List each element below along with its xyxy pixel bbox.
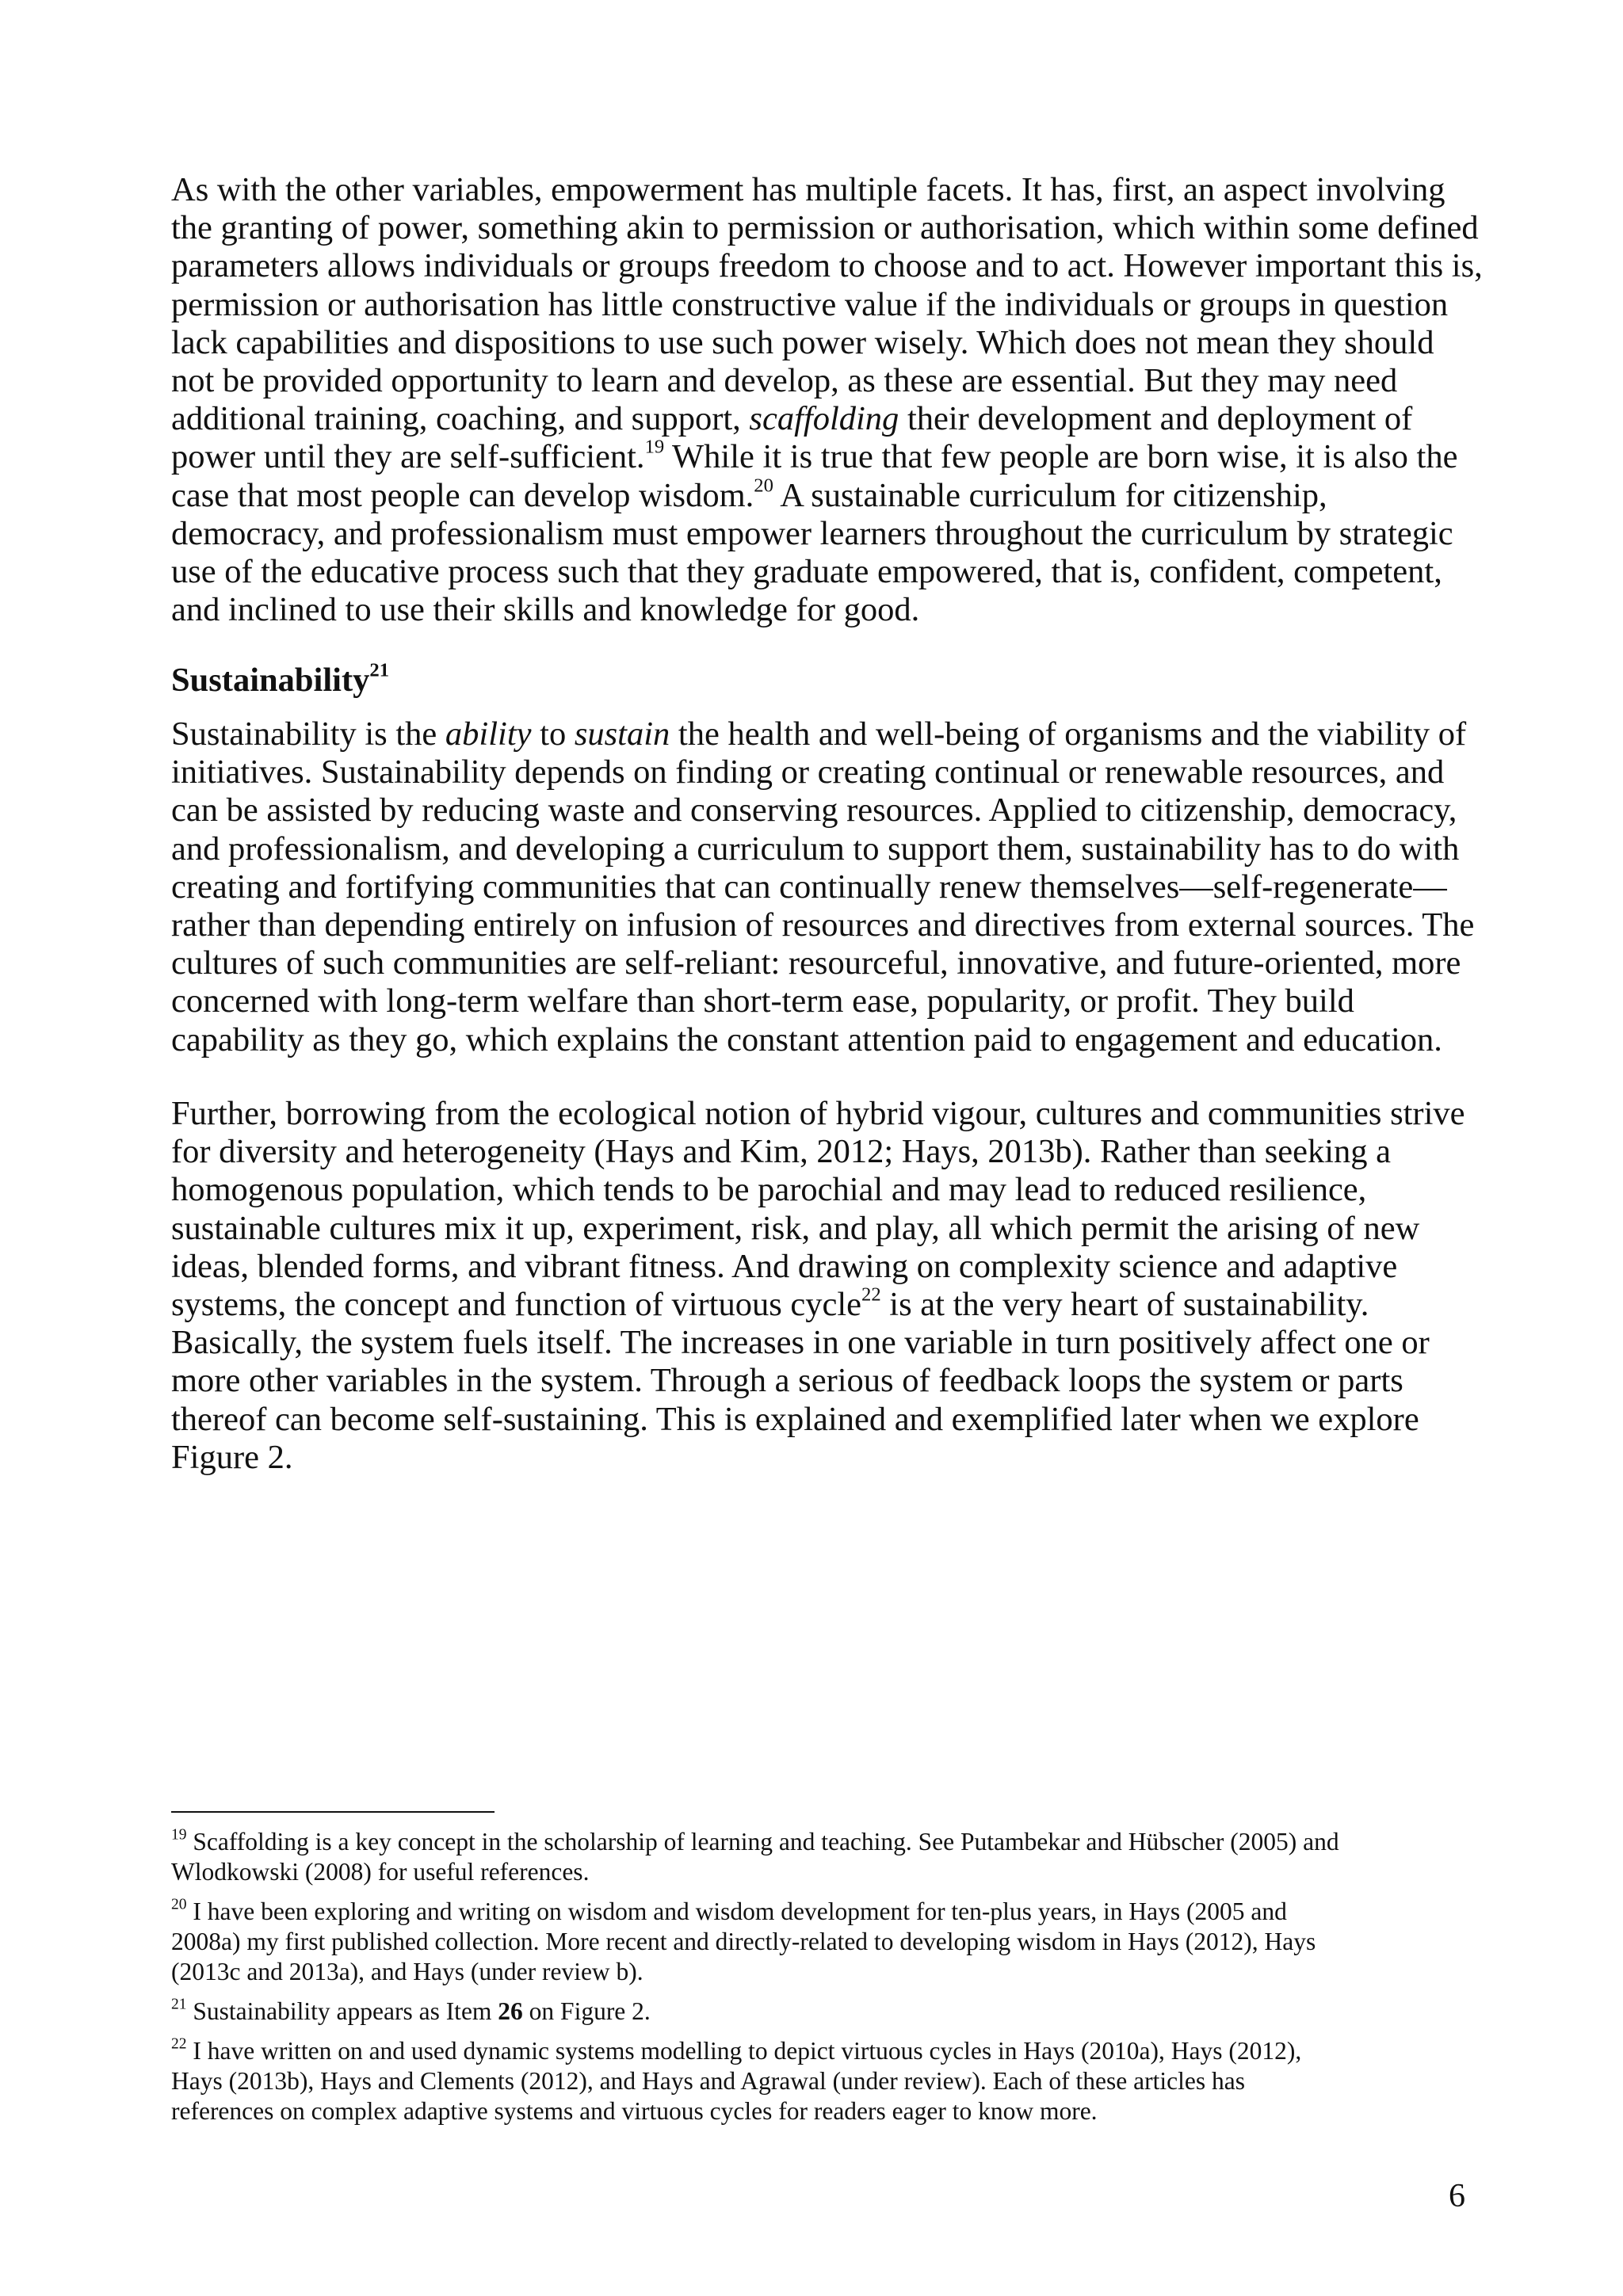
paragraph-sustainability-definition: [171, 715, 1475, 1059]
footnote-line: [171, 1997, 1471, 2027]
text-line: for diversity and heterogeneity (Hays and Kim, 2012; Hays, 2013b). Rather than seeking a: [171, 1133, 1392, 1171]
text-line: not be provided opportunity to learn and develop, as these are essential. But they may need: [171, 362, 1398, 400]
paragraph-empowerment: [171, 171, 1483, 629]
text-line: As with the other variables, empowerment has multiple facets. It has, first, an aspect involving: [171, 171, 1445, 208]
footnote-line: references on complex adaptive systems and virtuous cycles for readers eager to know more.: [171, 2097, 1098, 2125]
text-line: permission or authorisation has little constructive value if the individuals or groups in question: [171, 285, 1449, 323]
text-line: democracy, and professionalism must empower learners throughout the curriculum by strategic: [171, 514, 1453, 552]
text-run: I have been exploring and writing on wisdom and wisdom development for ten-plus years, in Hays (2005 and: [186, 1897, 1287, 1925]
footnote-number: 21: [171, 1996, 187, 2013]
text-run: systems, the concept and function of virtuous cycle: [171, 1286, 862, 1324]
text-run: A sustainable curriculum for citizenship,: [773, 476, 1327, 514]
footnote-19: [171, 1827, 1471, 1887]
text-line: ideas, blended forms, and vibrant fitness. And drawing on complexity science and adaptive: [171, 1247, 1398, 1285]
footnote-line: Hays (2013b), Hays and Clements (2012), and Hays and Agrawal (under review). Each of these articles has: [171, 2067, 1245, 2095]
text-run: case that most people can develop wisdom.: [171, 476, 754, 514]
footnote-line: [171, 1897, 1471, 1927]
text-line: more other variables in the system. Through a serious of feedback loops the system or parts: [171, 1362, 1403, 1400]
section-heading-sustainability: [171, 659, 390, 700]
footnote-line: [171, 1827, 1471, 1857]
text-run: While it is true that few people are born wise, it is also the: [664, 438, 1458, 476]
text-run: to: [531, 715, 575, 753]
footnote-line: 2008a) my first published collection. More recent and directly-related to developing wisdom in Hays (2012), Hays: [171, 1928, 1316, 1955]
footnote-ref-20[interactable]: 20: [754, 475, 773, 497]
italic-term-sustain: sustain: [574, 715, 670, 753]
italic-term-scaffolding: scaffolding: [749, 400, 899, 438]
text-line: Figure 2.: [171, 1438, 293, 1476]
footnote-ref-21[interactable]: 21: [369, 659, 390, 681]
footnote-number: 20: [171, 1896, 187, 1913]
bold-item-number: 26: [498, 1997, 523, 2025]
text-run: Sustainability appears as Item: [186, 1997, 498, 2025]
text-line: thereof can become self-sustaining. This is explained and exemplified later when we explore: [171, 1400, 1419, 1438]
text-run: I have written on and used dynamic systems modelling to depict virtuous cycles in Hays (2010a), Hays (2012),: [186, 2037, 1302, 2065]
text-line: sustainable cultures mix it up, experiment, risk, and play, all which permit the arising of new: [171, 1209, 1420, 1247]
text-run: Sustainability is the: [171, 715, 445, 753]
text-run: their development and deployment of: [899, 400, 1413, 438]
text-line: homogenous population, which tends to be parochial and may lead to reduced resilience,: [171, 1171, 1367, 1209]
text-line: creating and fortifying communities that can continually renew themselves—self-regenerate—: [171, 868, 1447, 906]
text-line: Further, borrowing from the ecological notion of hybrid vigour, cultures and communities strive: [171, 1095, 1465, 1132]
text-run: additional training, coaching, and support,: [171, 400, 750, 438]
footnote-21: [171, 1997, 1471, 2027]
text-line: [171, 400, 1471, 438]
text-line: [171, 438, 1471, 476]
footnote-20: [171, 1897, 1471, 1987]
italic-term-ability: ability: [445, 715, 532, 753]
text-line: can be assisted by reducing waste and conserving resources. Applied to citizenship, democracy,: [171, 791, 1457, 830]
heading-text: Sustainability: [171, 662, 370, 699]
text-line: use of the educative process such that they graduate empowered, that is, confident, competent,: [171, 553, 1442, 591]
text-line: initiatives. Sustainability depends on finding or creating continual or renewable resources, and: [171, 753, 1445, 791]
text-line: parameters allows individuals or groups freedom to choose and to act. However important this is,: [171, 247, 1483, 285]
text-line: cultures of such communities are self-reliant: resourceful, innovative, and future-oriented, more: [171, 944, 1461, 982]
text-run: power until they are self-sufficient.: [171, 438, 645, 476]
text-run: Scaffolding is a key concept in the scholarship of learning and teaching. See Putambekar and Hübscher (2005) and: [186, 1828, 1339, 1855]
paragraph-hybrid-vigour: [171, 1095, 1471, 1477]
text-line: lack capabilities and dispositions to use such power wisely. Which does not mean they should: [171, 323, 1434, 361]
text-line: concerned with long-term welfare than short-term ease, popularity, or profit. They build: [171, 982, 1354, 1020]
footnote-ref-19[interactable]: 19: [644, 436, 665, 458]
footnote-line: Wlodkowski (2008) for useful references.: [171, 1858, 590, 1886]
footnote-line: [171, 2036, 1471, 2066]
text-run: on Figure 2.: [522, 1997, 651, 2025]
text-line: capability as they go, which explains the constant attention paid to engagement and education.: [171, 1020, 1442, 1058]
footnote-number: 19: [171, 1826, 187, 1844]
page-number: 6: [1449, 2178, 1465, 2214]
text-line: and professionalism, and developing a curriculum to support them, sustainability has to do with: [171, 830, 1460, 868]
text-line: Basically, the system fuels itself. The increases in one variable in turn positively affect one or: [171, 1324, 1430, 1362]
text-line: [171, 477, 1471, 515]
footnote-separator: [171, 1811, 495, 1813]
text-run: is at the very heart of sustainability.: [880, 1286, 1369, 1324]
text-line: [171, 715, 1471, 753]
text-line: [171, 1283, 1471, 1324]
text-line: rather than depending entirely on infusion of resources and directives from external sources. The: [171, 906, 1475, 944]
footnote-line: (2013c and 2013a), and Hays (under review b).: [171, 1958, 643, 1985]
footnote-number: 22: [171, 2035, 187, 2053]
text-line: and inclined to use their skills and knowledge for good.: [171, 591, 920, 629]
footnote-22: [171, 2036, 1471, 2126]
text-line: the granting of power, something akin to permission or authorisation, which within some defined: [171, 209, 1479, 247]
text-run: the health and well-being of organisms and the viability of: [670, 715, 1467, 753]
footnote-ref-22[interactable]: 22: [861, 1283, 881, 1306]
